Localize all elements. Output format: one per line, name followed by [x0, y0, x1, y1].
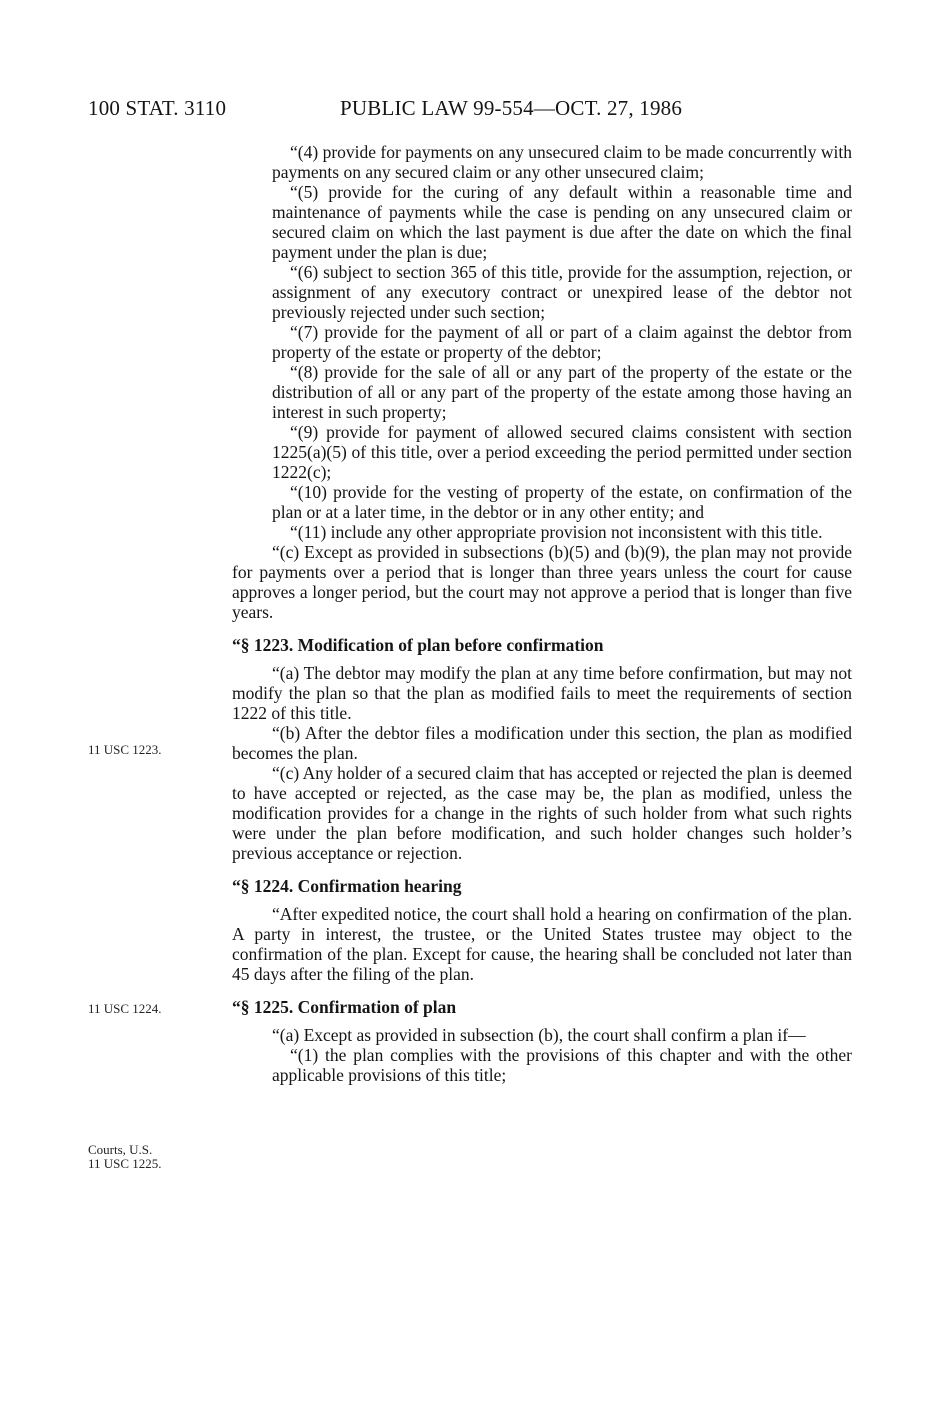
clause-7: “(7) provide for the payment of all or part of a claim against the debtor from property of the estate or property of the debtor; [272, 322, 852, 362]
margin-note-1224: 11 USC 1224. [88, 1001, 162, 1016]
clause-9: “(9) provide for payment of allowed secured claims consistent with section 1225(a)(5) of this title, over a period exceeding the period permitted under section 1222(c); [272, 422, 852, 482]
clause-6: “(6) subject to section 365 of this title, provide for the assumption, rejection, or assignment of any executory contract or unexpired lease of the debtor not previously rejected under such section; [272, 262, 852, 322]
section-1224-text: “After expedited notice, the court shall hold a hearing on confirmation of the plan. A party in interest, the trustee, or the United States trustee may object to the confirmation of the plan. Except for cause, the hearing shall be concluded not later than 45 days after the filing of the plan. [232, 904, 852, 984]
margin-note-1223: 11 USC 1223. [88, 742, 162, 757]
public-law-title: PUBLIC LAW 99-554—OCT. 27, 1986 [340, 96, 683, 120]
section-1223-c: “(c) Any holder of a secured claim that has accepted or rejected the plan is deemed to have accepted or rejected, as the case may be, the plan as modified, unless the modification provides for a change in the rights of such holder from what such rights were under the plan before modification, and such holder changes such holder’s previous acceptance or rejection. [232, 763, 852, 863]
section-1223-heading: “§ 1223. Modification of plan before confirmation [232, 635, 604, 655]
main-text-column [232, 142, 852, 1085]
section-1224-heading: “§ 1224. Confirmation hearing [232, 876, 462, 896]
subsection-c: “(c) Except as provided in subsections (b)(5) and (b)(9), the plan may not provide for payments over a period that is longer than three years unless the court for cause approves a longer period, but the court may not approve a period that is longer than five years. [232, 542, 852, 622]
margin-note-courts: Courts, U.S. [88, 1142, 153, 1157]
section-1225-heading: “§ 1225. Confirmation of plan [232, 997, 457, 1017]
page-header [88, 96, 848, 124]
clause-4: “(4) provide for payments on any unsecured claim to be made concurrently with payments on any secured claim or any other unsecured claim; [272, 142, 852, 182]
section-1225-a-1: “(1) the plan complies with the provisions of this chapter and with the other applicable provisions of this title; [272, 1045, 852, 1085]
margin-note-1225: 11 USC 1225. [88, 1156, 162, 1171]
clause-8: “(8) provide for the sale of all or any part of the property of the estate or the distribution of all or any part of the property of the estate among those having an interest in such property; [272, 362, 852, 422]
section-1223-a: “(a) The debtor may modify the plan at any time before confirmation, but may not modify the plan so that the plan as modified fails to meet the requirements of section 1222 of this title. [232, 663, 852, 723]
stat-citation: 100 STAT. 3110 [88, 96, 227, 120]
clause-10: “(10) provide for the vesting of property of the estate, on confirmation of the plan or at a later time, in the debtor or in any other entity; and [272, 482, 852, 522]
clause-5: “(5) provide for the curing of any default within a reasonable time and maintenance of payments while the case is pending on any unsecured claim or secured claim on which the last payment is due after the date on which the final payment under the plan is due; [272, 182, 852, 262]
section-1225-a: “(a) Except as provided in subsection (b), the court shall confirm a plan if— [272, 1025, 806, 1045]
section-1223-b: “(b) After the debtor files a modification under this section, the plan as modified becomes the plan. [232, 723, 852, 763]
clause-11: “(11) include any other appropriate provision not inconsistent with this title. [290, 522, 823, 542]
